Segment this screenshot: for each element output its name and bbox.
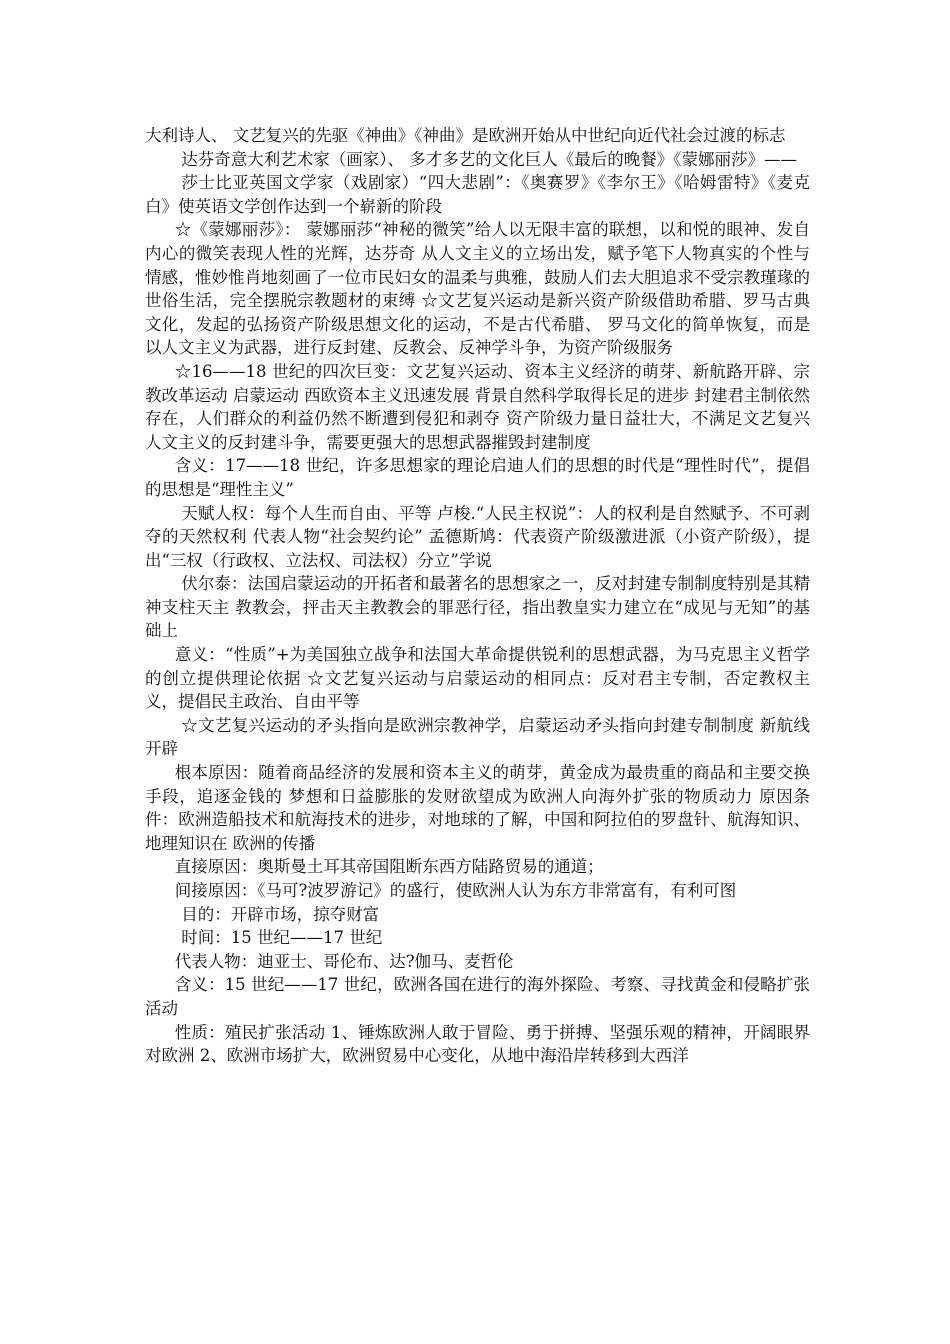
document-body bbox=[145, 124, 810, 1068]
paragraph-representatives: 代表人物：迪亚士、哥伦布、达?伽马、麦哲伦 bbox=[174, 951, 514, 971]
paragraph-direct-cause: 直接原因：奥斯曼土耳其帝国阻断东西方陆路贸易的通道； bbox=[174, 857, 604, 877]
paragraph-targets: ☆文艺复兴运动的矛头指向是欧洲宗教神学，启蒙运动矛头指向封建专制制度 新航线开辟 bbox=[145, 715, 810, 759]
paragraph-four-changes: ☆16——18 世纪的四次巨变：文艺复兴运动、资本主义经济的萌芽、新航路开辟、宗教改革运动 启蒙运动 西欧资本主义迅速发展 背景自然科学取得长足的进步 封建君主制依然存在，人们群众的利益仍然不断遭到侵犯和剥夺 资产阶级力量日益壮大，不满足文艺复兴人文主义的反封建斗争，需要更强大的思想武器摧毁封建制度 bbox=[145, 361, 810, 452]
paragraph-mona-lisa: ☆《蒙娜丽莎》： 蒙娜丽莎“神秘的微笑”给人以无限丰富的联想，以和悦的眼神、发自内心的微笑表现人性的光辉，达芬奇 从人文主义的立场出发，赋予笔下人物真实的个性与情感，惟妙惟肖地刻画了一位市民妇女的温柔与典雅，鼓励人们去大胆追求不受宗教瑾瑑的世俗生活，完全摆脱宗教题材的束缚 ☆文艺复兴运动是新兴资产阶级借助希腊、罗马古典文化，发起的弘扬资产阶级思想文化的运动，不是古代希腊、 罗马文化的简单恢复，而是以人文主义为武器，进行反封建、反教会、反神学斗争，为资产阶级服务 bbox=[145, 220, 810, 358]
paragraph-meaning: 含义：15 世纪——17 世纪，欧洲各国在进行的海外探险、考察、寻找黄金和侵略扩张活动 bbox=[145, 975, 810, 1018]
paragraph-nature: 性质：殖民扩张活动 1、锤炼欧洲人敢于冒险、勇于拼搏、坚强乐观的精神，开阔眼界对欧洲 2、欧洲市场扩大，欧洲贸易中心变化，从地中海沿岸转移到大西洋 bbox=[145, 1022, 810, 1066]
paragraph-root-cause: 根本原因：随着商品经济的发展和资本主义的萌芽，黄金成为最贵重的商品和主要交换手段，追逐金钱的 梦想和日益膨胀的发财欲望成为欧洲人向海外扩张的物质动力 原因条件：欧洲造船技术和航海技术的进步，对地球的了解，中国和阿拉伯的罗盘针、航海知识、地理知识在 欧洲的传播 bbox=[145, 763, 810, 853]
paragraph-time: 时间：15 世纪——17 世纪 bbox=[181, 928, 383, 948]
paragraph-da-vinci: 达芬奇意大利艺术家（画家）、 多才多艺的文化巨人《最后的晚餐》《蒙娜丽莎》—— bbox=[181, 149, 798, 169]
paragraph-age-of-reason: 含义：17——18 世纪，许多思想家的理论启迪人们的思想的时代是“理性时代”，提倡的思想是“理性主义” bbox=[145, 456, 810, 499]
paragraph-dante: 大利诗人、 文艺复兴的先驱《神曲》《神曲》是欧洲开始从中世纪向近代社会过渡的标志 bbox=[145, 126, 786, 145]
paragraph-natural-rights: 天赋人权：每个人生而自由、平等 卢梭.“人民主权说”：人的权利是自然赋予、不可剥夺的天然权利 代表人物“社会契约论” 孟德斯鸠：代表资产阶级激进派（小资产阶级），提出“三权（行政权、立法权、司法权）分立”学说 bbox=[145, 503, 810, 570]
paragraph-voltaire: 伏尔泰：法国启蒙运动的开拓者和最著名的思想家之一，反对封建专制制度特别是其精神支柱天主 教教会，抨击天主教教会的罪恶行径，指出教皇实力建立在“成见与无知”的基础上 bbox=[145, 574, 810, 641]
paragraph-indirect-cause: 间接原因：《马可?波罗游记》的盛行，使欧洲人认为东方非常富有，有利可图 bbox=[174, 881, 737, 900]
paragraph-significance: 意义：“性质”+为美国独立战争和法国大革命提供锐利的思想武器，为马克思主义哲学的创立提供理论依据 ☆文艺复兴运动与启蒙运动的相同点：反对君主专制，否定教权主义，提倡民主政治、自由平等 bbox=[145, 645, 810, 712]
paragraph-purpose: 目的：开辟市场，掠夺财富 bbox=[181, 904, 380, 924]
paragraph-shakespeare: 莎士比亚英国文学家（戏剧家）“四大悲剧”：《奥赛罗》《李尔王》《哈姆雷特》《麦克白》使英语文学创作达到一个崭新的阶段 bbox=[145, 173, 810, 216]
